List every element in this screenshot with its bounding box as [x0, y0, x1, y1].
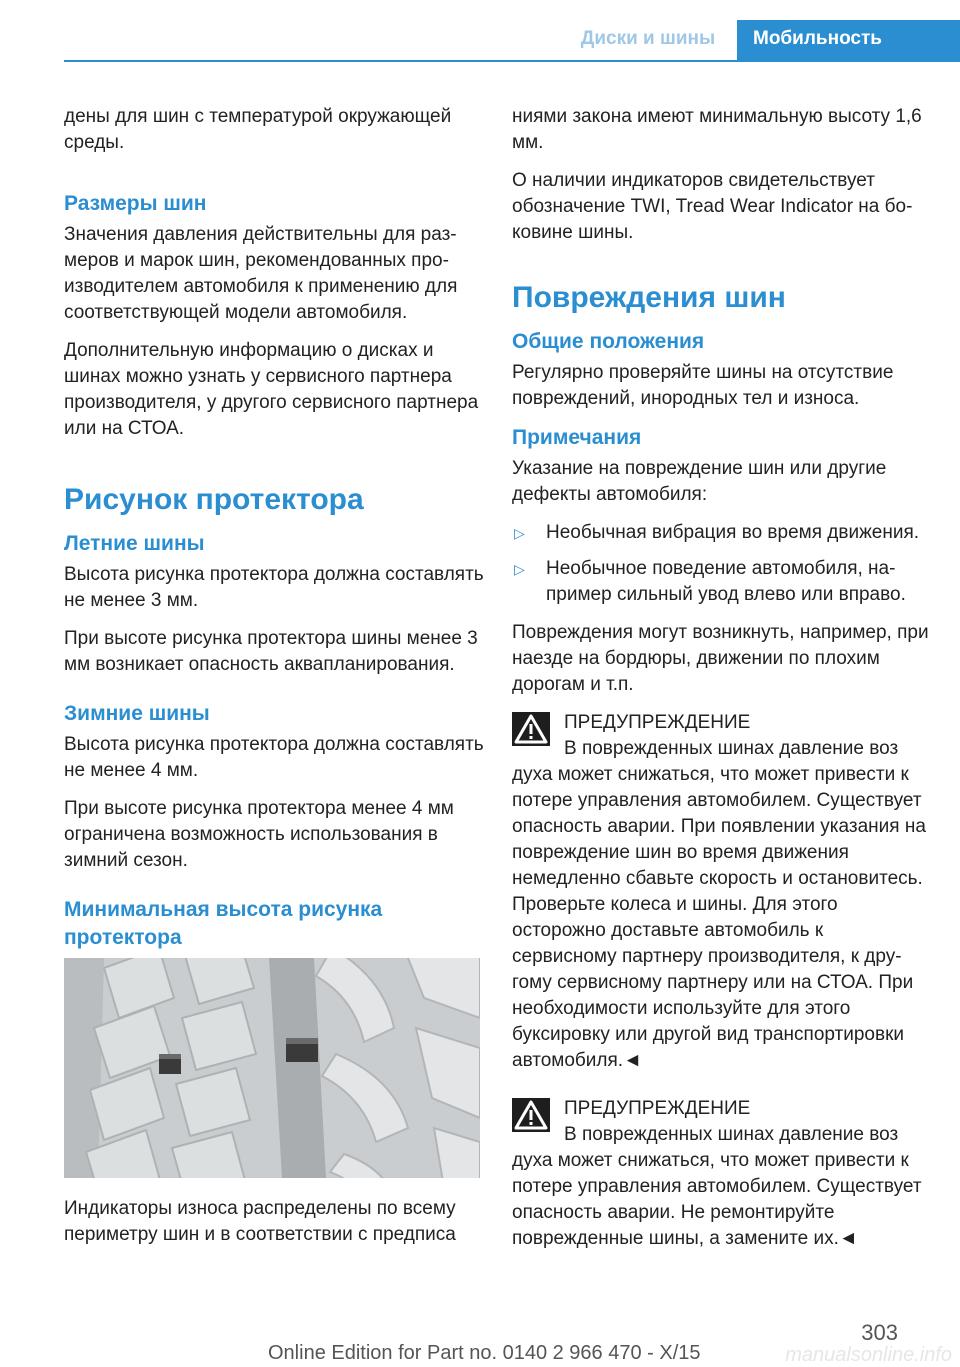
warning-first-line: В поврежденных шинах давление воз	[564, 1124, 899, 1145]
list-item: ▷ Необычная вибрация во время движения.	[512, 520, 932, 546]
notes-paragraph: Указание на повреждение шин или другие дефекты автомобиля:	[512, 458, 887, 505]
page-footer	[0, 1320, 960, 1366]
warning-block-1	[512, 710, 932, 1074]
symptom-list	[512, 520, 932, 608]
sizes-paragraph-2: Дополнительную информацию о дисках и шинах можно узнать у сервисного партнера производителя, у другого сервисного партнера или на СТОА.	[64, 340, 479, 439]
general-paragraph: Регулярно проверяйте шины на отсутствие повреждений, инородных тел и износа.	[512, 362, 894, 409]
heading-tire-damage: Повреждения шин	[512, 281, 786, 314]
heading-summer-tires: Летние шины	[64, 532, 205, 555]
tread-wear-indicator-image	[64, 958, 480, 1178]
heading-tread: Рисунок протектора	[64, 483, 364, 516]
warning-triangle-icon	[512, 1098, 550, 1132]
heading-general: Общие положения	[512, 330, 705, 353]
left-column	[64, 104, 484, 1260]
warning-body: духа может снижаться, что может привести к потере управления автомобилем. Существует опасность аварии. При появлении указания на повреждение шин во время движения немедленно сбавьте скорость и остановитесь. Проверьте колеса и шины. Для этого осторожно доставьте автомобиль к сервисному партнеру производителя, к другому сервисному партнеру или на СТОА. При необходимости используйте для этого буксировку или другой вид транспортировки автомобиля.◄	[512, 764, 926, 1071]
page-number: 303	[861, 1320, 898, 1345]
warning-title: ПРЕДУПРЕЖДЕНИЕ	[564, 1098, 751, 1119]
tire-tread-illustration	[64, 958, 480, 1178]
sizes-paragraph-1: Значения давления действительны для размеров и марок шин, рекомендованных производителем автомобиля к применению для соответствующей модели автомобиля.	[64, 224, 458, 323]
figure-caption: Индикаторы износа распределены по всему периметру шин и в соответствии с предписа	[64, 1198, 456, 1245]
header-section-label: Диски и шины	[580, 28, 716, 49]
warning-title: ПРЕДУПРЕЖДЕНИЕ	[564, 712, 751, 733]
warning-body: духа может снижаться, что может привести к потере управления автомобилем. Существует опасность аварии. Не ремонтируйте поврежденные шины, а замените их.◄	[512, 1150, 922, 1249]
summer-paragraph-2: При высоте рисунка протектора шины менее 3 мм возникает опасность аквапланирования.	[64, 628, 478, 675]
list-item: ▷ Необычное поведение автомобиля, например сильный увод влево или вправо.	[514, 558, 906, 605]
warning-triangle-icon	[512, 712, 550, 746]
watermark-text: manualsonline.info	[785, 1344, 952, 1366]
triangle-right-icon: ▷	[514, 525, 525, 541]
heading-tire-sizes: Размеры шин	[64, 192, 207, 215]
edition-note: Online Edition for Part no. 0140 2 966 470 - X/15	[268, 1342, 701, 1364]
intro-paragraph: дены для шин с температурой окружающей среды.	[64, 106, 452, 153]
heading-min-tread-depth: Минимальная высота рисунка протектора	[64, 898, 383, 949]
header-chapter-tab: Мобильность	[737, 20, 960, 62]
warning-block-2	[512, 1096, 932, 1252]
right-column	[512, 104, 932, 1274]
header-rule	[64, 60, 960, 62]
triangle-right-icon: ▷	[514, 561, 525, 577]
continued-paragraph: ниями закона имеют минимальную высоту 1,6 мм.	[512, 106, 922, 153]
causes-paragraph: Повреждения могут возникнуть, например, при наезде на бордюры, движении по плохим дорогам и т.п.	[512, 622, 929, 695]
winter-paragraph-2: При высоте рисунка протектора менее 4 мм ограничена возможность использования в зимний сезон.	[64, 798, 454, 871]
twi-paragraph: О наличии индикаторов свидетельствует обозначение TWI, Tread Wear Indicator на боковине шины.	[512, 170, 913, 243]
warning-first-line: В поврежденных шинах давление воз	[564, 738, 899, 759]
winter-paragraph-1: Высота рисунка протектора должна составлять не менее 4 мм.	[64, 734, 484, 781]
heading-winter-tires: Зимние шины	[64, 702, 210, 725]
summer-paragraph-1: Высота рисунка протектора должна составлять не менее 3 мм.	[64, 564, 484, 611]
heading-notes: Примечания	[512, 426, 642, 449]
